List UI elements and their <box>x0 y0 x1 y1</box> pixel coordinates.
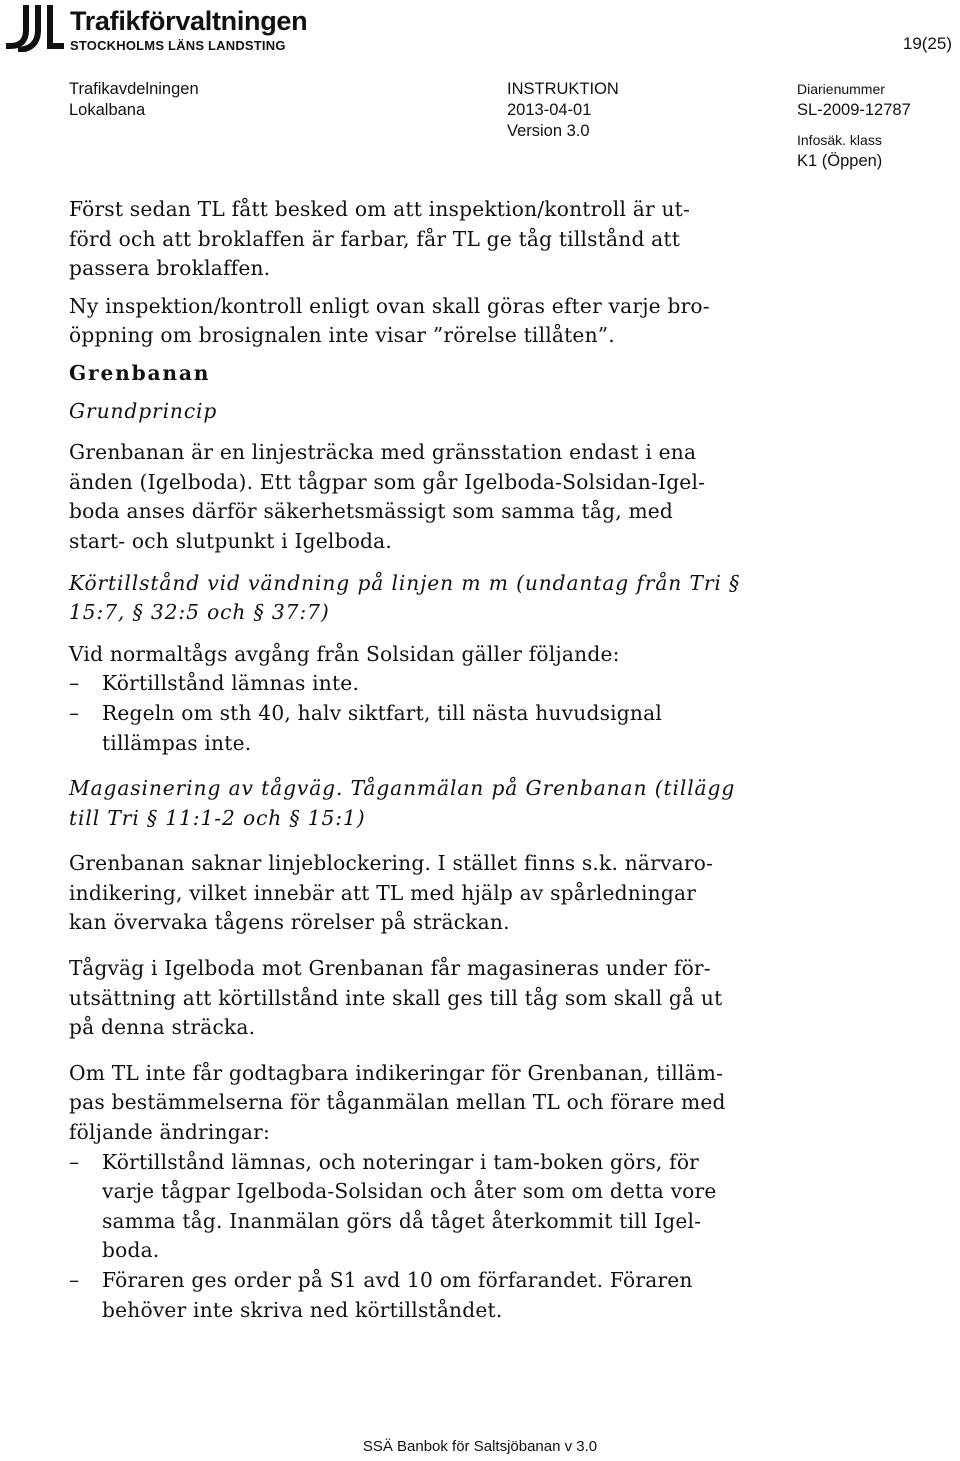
infosak-value: K1 (Öppen) <box>797 152 883 170</box>
list-dash: – <box>69 700 80 725</box>
page-footer: SSÄ Banbok för Saltsjöbanan v 3.0 <box>362 1438 598 1455</box>
list-item: – Körtillstånd lämnas, och noteringar i tam-boken görs, för varje tågpar Igelboda-Solsidan och åter som om detta vore samma tåg. Inanmälan görs då tåget återkommit till Igel- boda. <box>69 1149 717 1263</box>
subheading-grundprincip: Grundprincip <box>69 398 218 423</box>
paragraph-2: Ny inspektion/kontroll enligt ovan skall göras efter varje bro- öppning om brosignalen inte visar ”rörelse tillåten”. <box>69 293 710 348</box>
list-item: – Föraren ges order på S1 avd 10 om förfarandet. Föraren behöver inte skriva ned körtillståndet. <box>69 1268 693 1322</box>
header-document-block <box>507 79 619 142</box>
infosak-label: Infosäk. klass <box>797 132 882 148</box>
department: Trafikavdelningen <box>69 80 199 98</box>
diarienummer-value: SL-2009-12787 <box>797 101 911 119</box>
diarienummer-label: Diarienummer <box>797 81 885 97</box>
list-item: – Regeln om sth 40, halv siktfart, till nästa huvudsignal tillämpas inte. <box>69 700 663 755</box>
unit: Lokalbana <box>69 101 146 119</box>
document-body <box>69 195 809 1325</box>
paragraph-5: Grenbanan saknar linjeblockering. I stället finns s.k. närvaro- indikering, vilket innebär att TL med hjälp av spårledningar kan övervaka tågens rörelser på sträckan. <box>69 851 714 935</box>
list-dash: – <box>69 671 80 696</box>
subheading-magasinering: Magasinering av tågväg. Tåganmälan på Grenbanan (tillägg till Tri § 11:1-2 och § 15:1) <box>69 776 736 830</box>
section-heading-grenbanan: Grenbanan <box>69 360 211 385</box>
doc-date: 2013-04-01 <box>507 101 592 119</box>
list-dash: – <box>69 1268 80 1292</box>
paragraph-6: Tågväg i Igelboda mot Grenbanan får magasineras under för- utsättning att körtillstånd inte skall ges till tåg som skall gå ut på denna sträcka. <box>69 956 723 1040</box>
doc-type: INSTRUKTION <box>507 80 619 98</box>
subheading-korttillstand: Körtillstånd vid vändning på linjen m m (undantag från Tri § 15:7, § 32:5 och § 37:7) <box>69 570 741 625</box>
logo-org-name: Trafikförvaltningen <box>70 6 308 36</box>
header-department-block <box>69 79 199 121</box>
logo-org-subtitle: STOCKHOLMS LÄNS LANDSTING <box>70 38 286 53</box>
paragraph-3: Grenbanan är en linjesträcka med gränsstation endast i ena änden (Igelboda). Ett tågpar som går Igelboda-Solsidan-Igel- boda anses därför säkerhetsmässigt som samma tåg, med start- och slutpunkt i Igelboda. <box>69 440 706 553</box>
paragraph-1: Först sedan TL fått besked om att inspektion/kontroll är ut- förd och att broklaffen är farbar, får TL ge tåg tillstånd att passera broklaffen. <box>69 197 690 281</box>
organization-logo <box>4 2 334 52</box>
list-tillampning <box>69 1148 809 1326</box>
paragraph-7: Om TL inte får godtagbara indikeringar för Grenbanan, tilläm- pas bestämmelserna för tåganmälan mellan TL och förare med följande ändringar: <box>69 1060 726 1145</box>
paragraph-4: Vid normaltågs avgång från Solsidan gäller följande: <box>69 641 620 666</box>
header-registry-block <box>797 79 911 172</box>
list-normaltag <box>69 669 809 758</box>
list-item: – Körtillstånd lämnas inte. <box>69 669 809 699</box>
list-dash: – <box>69 1149 80 1174</box>
doc-version: Version 3.0 <box>507 122 590 140</box>
logo-mark-icon <box>4 2 66 52</box>
page-number: 19(25) <box>902 34 952 53</box>
